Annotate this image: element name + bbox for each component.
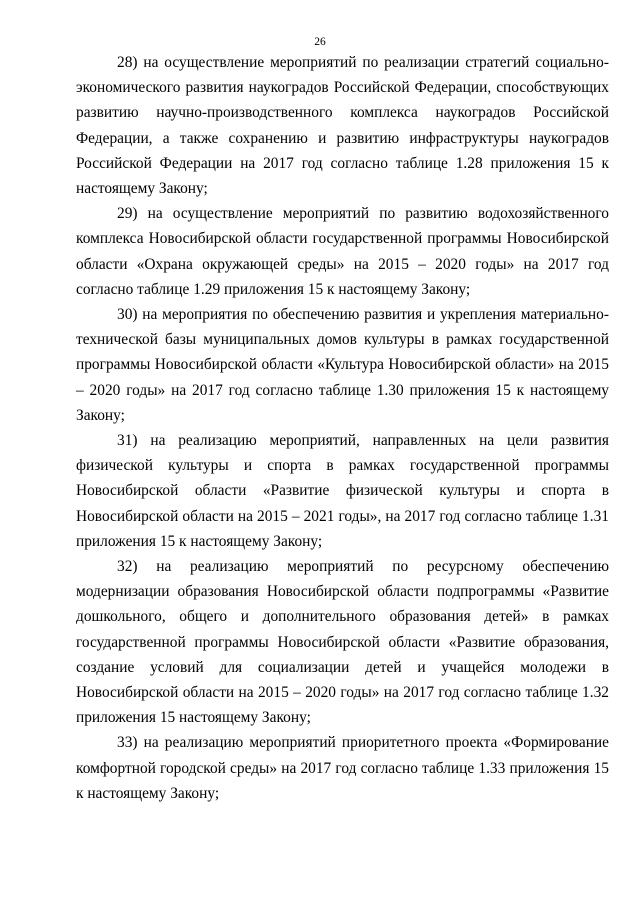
paragraph-item-31: 31) на реализацию мероприятий, направленных на цели развития физической культуры и спорта в рамках государственной программы Новосибирской области «Развитие физической культуры и спорта в Новосибирской области на 2015 – 2021 годы», на 2017 год согласно таблице 1.31 приложения 15 к настоящему Закону;: [76, 432, 609, 550]
paragraph-item-30: 30) на мероприятия по обеспечению развития и укрепления материально-технической базы муниципальных домов культуры в рамках государственной программы Новосибирской области «Культура Новосибирской области» на 2015 – 2020 годы» на 2017 год согласно таблице 1.30 приложения 15 к настоящему Закону;: [76, 306, 609, 424]
document-body: [76, 50, 609, 806]
page-number: 26: [314, 36, 326, 48]
paragraph-item-28: 28) на осуществление мероприятий по реализации стратегий социально-экономического развития наукоградов Российской Федерации, способствующих развитию научно-производственного комплекса наукоградов Российской Федерации, а также сохранению и развитию инфраструктуры наукоградов Российской Федерации на 2017 год согласно таблице 1.28 приложения 15 к настоящему Закону;: [76, 54, 609, 198]
paragraph-item-29: 29) на осуществление мероприятий по развитию водохозяйственного комплекса Новосибирской области государственной программы Новосибирской области «Охрана окружающей среды» на 2015 – 2020 годы» на 2017 год согласно таблице 1.29 приложения 15 к настоящему Закону;: [76, 205, 609, 298]
paragraph-item-32: 32) на реализацию мероприятий по ресурсному обеспечению модернизации образования Новосибирской области подпрограммы «Развитие дошкольного, общего и дополнительного образования детей» в рамках государственной программы Новосибирской области «Развитие образования, создание условий для социализации детей и учащейся молодежи в Новосибирской области на 2015 – 2020 годы» на 2017 год согласно таблице 1.32 приложения 15 настоящему Закону;: [76, 558, 609, 727]
paragraph-item-33: 33) на реализацию мероприятий приоритетного проекта «Формирование комфортной городской среды» на 2017 год согласно таблице 1.33 приложения 15 к настоящему Закону;: [76, 734, 609, 802]
